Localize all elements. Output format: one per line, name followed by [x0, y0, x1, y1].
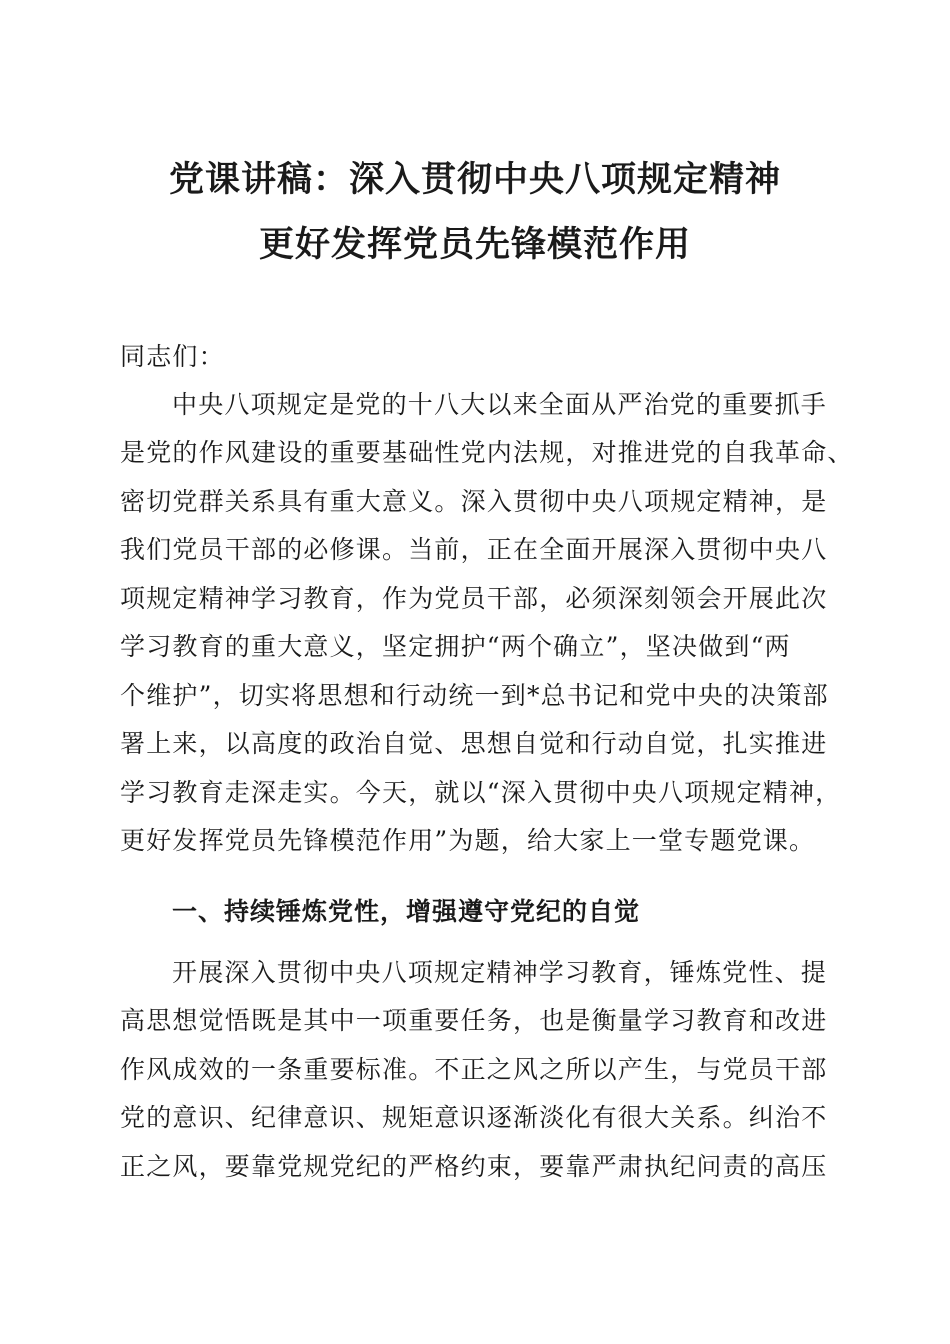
paragraph-1-line: 学习教育的重大意义，坚定拥护“两个确立”，坚决做到“两 — [120, 632, 791, 661]
document-title-line-2: 更好发挥党员先锋模范作用 — [258, 224, 691, 265]
paragraph-1-line: 学习教育走深走实。今天，就以“深入贯彻中央八项规定精神， — [120, 778, 842, 807]
paragraph-1-line: 项规定精神学习教育，作为党员干部，必须深刻领会开展此次 — [120, 584, 828, 613]
document-title-line-1: 党课讲稿：深入贯彻中央八项规定精神 — [168, 159, 781, 200]
paragraph-2-line: 党的意识、纪律意识、规矩意识逐渐淡化有很大关系。纠治不 — [120, 1103, 828, 1132]
paragraph-1-line: 中央八项规定是党的十八大以来全面从严治党的重要抓手 — [172, 390, 828, 419]
paragraph-1-line: 更好发挥党员先锋模范作用”为题，给大家上一堂专题党课。 — [120, 826, 816, 855]
paragraph-2-line: 正之风，要靠党规党纪的严格约束，要靠严肃执纪问责的高压 — [120, 1152, 828, 1181]
paragraph-2-line: 高思想觉悟既是其中一项重要任务，也是衡量学习教育和改进 — [120, 1006, 828, 1035]
paragraph-1-line: 个维护”，切实将思想和行动统一到*总书记和党中央的决策部 — [120, 681, 829, 710]
paragraph-1-line: 密切党群关系具有重大意义。深入贯彻中央八项规定精神，是 — [120, 487, 828, 516]
section-heading-1: 一、持续锤炼党性，增强遵守党纪的自觉 — [172, 897, 641, 926]
paragraph-1-line: 是党的作风建设的重要基础性党内法规，对推进党的自我革命、 — [120, 438, 854, 467]
paragraph-1-line: 署上来，以高度的政治自觉、思想自觉和行动自觉，扎实推进 — [120, 729, 828, 758]
paragraph-2-line: 作风成效的一条重要标准。不正之风之所以产生，与党员干部 — [120, 1055, 828, 1084]
salutation: 同志们： — [120, 342, 225, 371]
paragraph-1-line: 我们党员干部的必修课。当前，正在全面开展深入贯彻中央八 — [120, 535, 828, 564]
paragraph-2-line: 开展深入贯彻中央八项规定精神学习教育，锤炼党性、提 — [172, 958, 828, 987]
